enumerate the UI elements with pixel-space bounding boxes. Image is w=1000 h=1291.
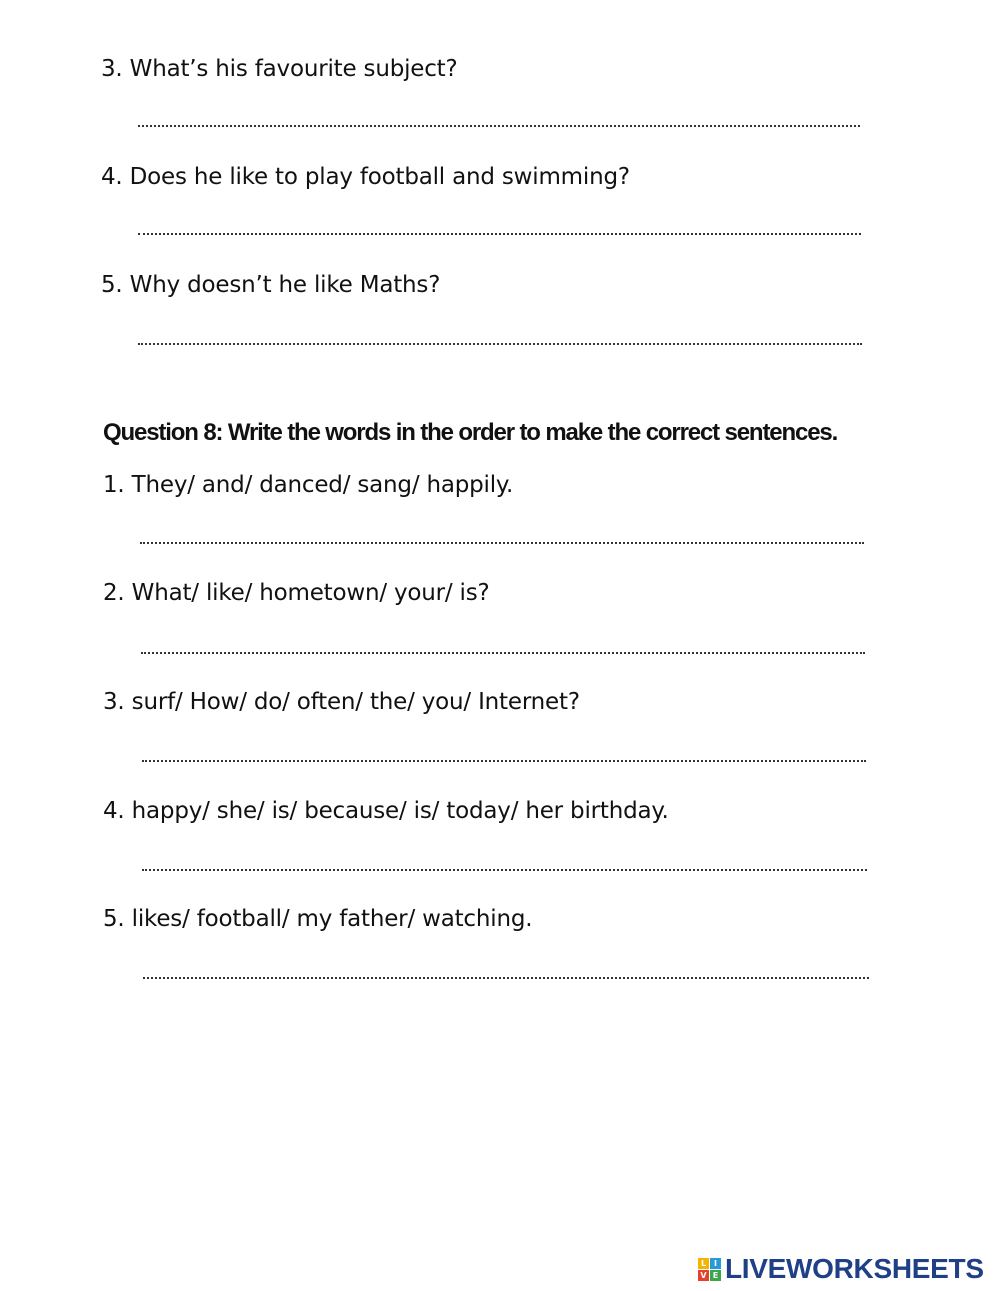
- reorder-2-answer-field[interactable]: [141, 628, 865, 654]
- question-5-text: 5. Why doesn’t he like Maths?: [101, 272, 441, 298]
- answer-5-field[interactable]: [138, 319, 862, 345]
- reorder-2-text: 2. What/ like/ hometown/ your/ is?: [103, 580, 490, 606]
- reorder-3-answer-field[interactable]: [142, 736, 866, 762]
- question-3-text: 3. What’s his favourite subject?: [101, 56, 458, 82]
- logo-tile-v: V: [698, 1270, 709, 1281]
- logo-tile-i: I: [710, 1258, 721, 1269]
- reorder-4-answer-field[interactable]: [142, 845, 867, 871]
- liveworksheets-logo-text: LIVEWORKSHEETS: [725, 1253, 984, 1284]
- logo-tile-l: L: [698, 1258, 709, 1269]
- question-8-heading: Question 8: Write the words in the order to make the correct sentences.: [103, 419, 838, 446]
- question-4-text: 4. Does he like to play football and swimming?: [101, 164, 630, 190]
- reorder-4-text: 4. happy/ she/ is/ because/ is/ today/ her birthday.: [103, 798, 669, 824]
- answer-4-field[interactable]: [138, 209, 861, 235]
- logo-tile-e: E: [710, 1270, 721, 1281]
- liveworksheets-logo-icon: [698, 1258, 721, 1281]
- reorder-5-answer-field[interactable]: [143, 953, 869, 979]
- reorder-5-text: 5. likes/ football/ my father/ watching.: [103, 906, 533, 932]
- answer-3-field[interactable]: [138, 101, 860, 127]
- reorder-1-answer-field[interactable]: [140, 518, 864, 544]
- liveworksheets-logo: [698, 1253, 984, 1285]
- reorder-3-text: 3. surf/ How/ do/ often/ the/ you/ Internet?: [103, 689, 580, 715]
- reorder-1-text: 1. They/ and/ danced/ sang/ happily.: [103, 472, 514, 498]
